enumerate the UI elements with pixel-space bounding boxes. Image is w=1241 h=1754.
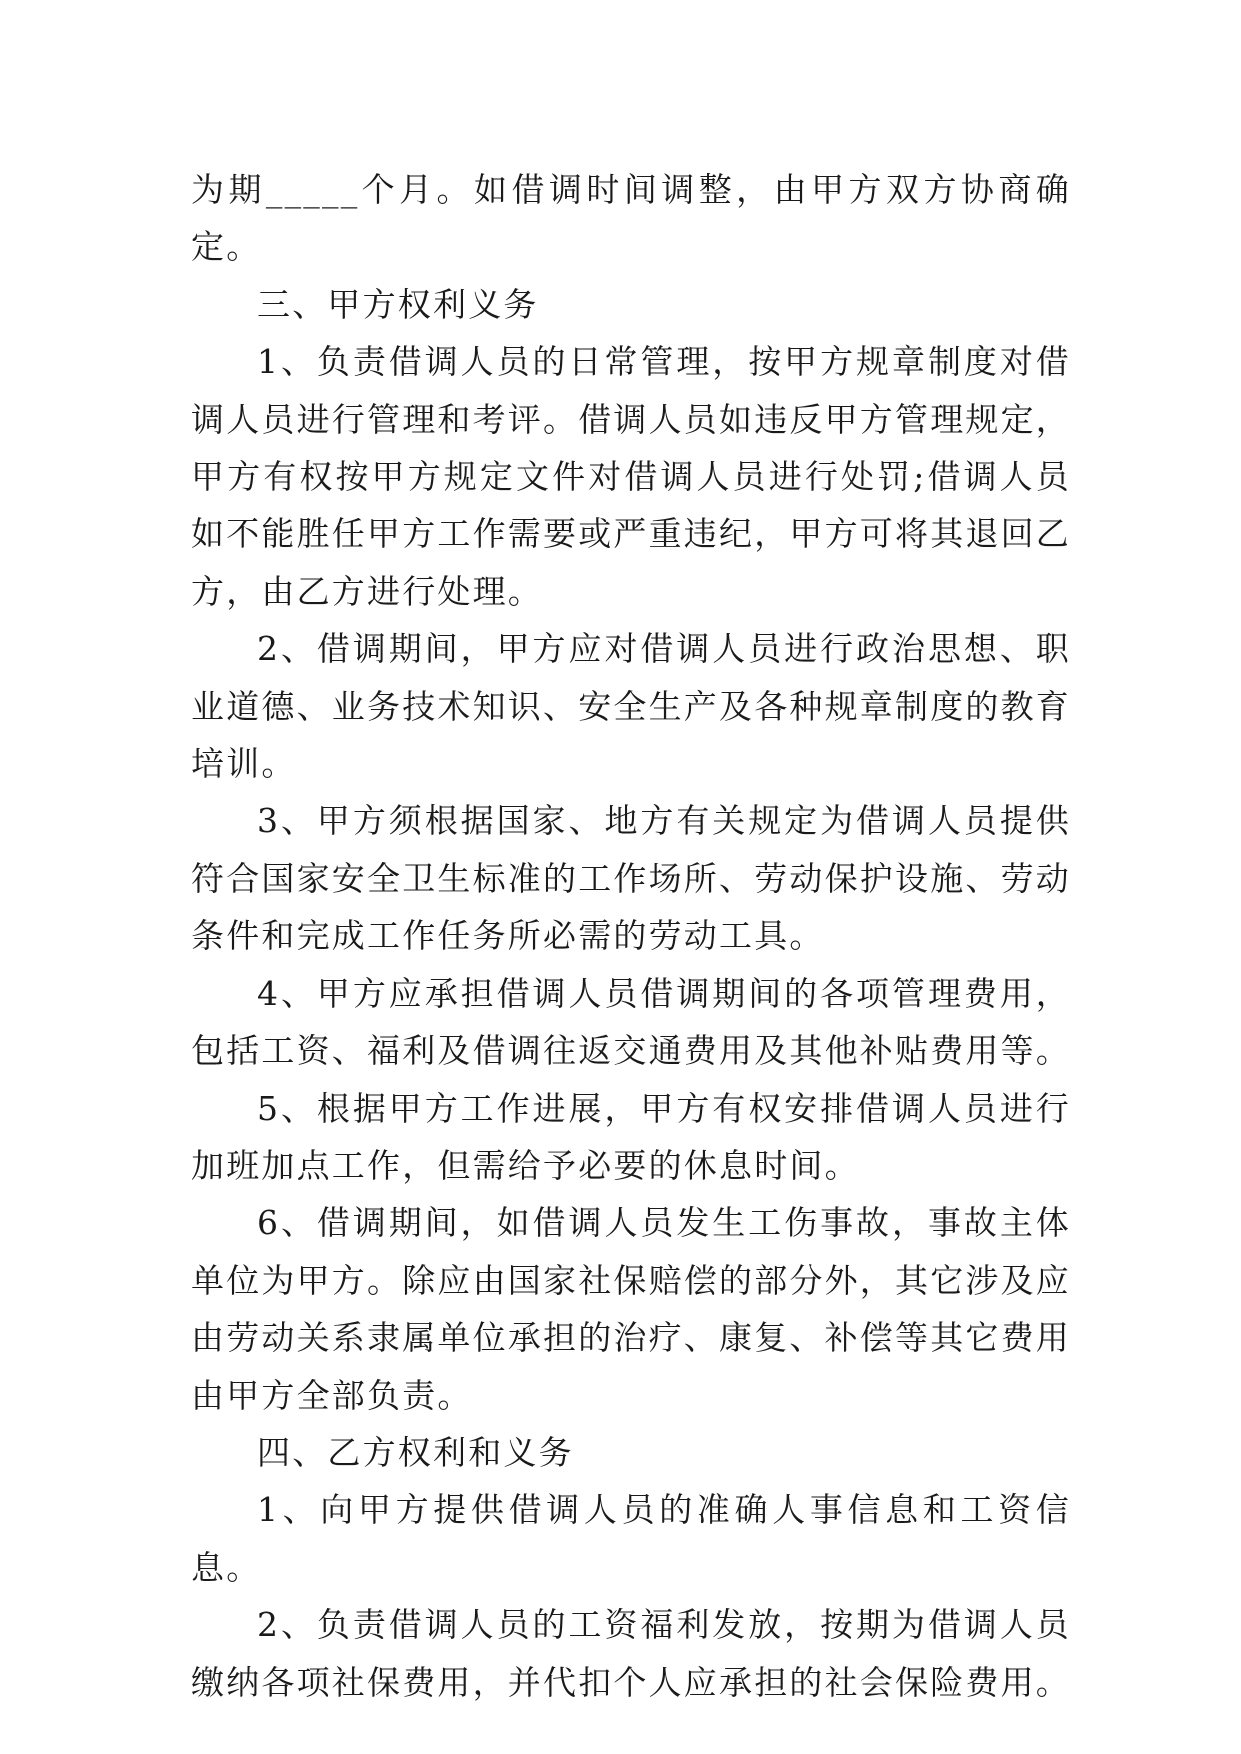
paragraph-a-clause-2: 2、借调期间，甲方应对借调人员进行政治思想、职业道德、业务技术知识、安全生产及各种规章制度的教育培训。 <box>191 629 1071 784</box>
paragraph-a-clause-3: 3、甲方须根据国家、地方有关规定为借调人员提供符合国家安全卫生标准的工作场所、劳动保护设施、劳动条件和完成工作任务所必需的劳动工具。 <box>191 801 1071 956</box>
paragraph-term-duration: 为期_____个月。如借调时间调整，由甲方双方协商确定。 <box>191 170 1071 267</box>
paragraph-a-clause-4: 4、甲方应承担借调人员借调期间的各项管理费用，包括工资、福利及借调往返交通费用及其他补贴费用等。 <box>191 973 1071 1071</box>
section-heading-party-b-rights: 四、乙方权利和义务 <box>257 1432 574 1472</box>
document-body <box>191 161 1071 1711</box>
paragraph-b-clause-1: 1、向甲方提供借调人员的准确人事信息和工资信息。 <box>191 1490 1071 1587</box>
paragraph-a-clause-5: 5、根据甲方工作进展，甲方有权安排借调人员进行加班加点工作，但需给予必要的休息时间。 <box>191 1088 1071 1185</box>
paragraph-a-clause-6: 6、借调期间，如借调人员发生工伤事故，事故主体单位为甲方。除应由国家社保赔偿的部分外，其它涉及应由劳动关系隶属单位承担的治疗、康复、补偿等其它费用由甲方全部负责。 <box>191 1203 1071 1415</box>
paragraph-b-clause-2: 2、负责借调人员的工资福利发放，按期为借调人员缴纳各项社保费用，并代扣个人应承担的社会保险费用。 <box>191 1605 1071 1702</box>
paragraph-a-clause-1: 1、负责借调人员的日常管理，按甲方规章制度对借调人员进行管理和考评。借调人员如违反甲方管理规定，甲方有权按甲方规定文件对借调人员进行处罚;借调人员如不能胜任甲方工作需要或严重违纪，甲方可将其退回乙方，由乙方进行处理。 <box>191 342 1071 611</box>
section-heading-party-a-rights: 三、甲方权利义务 <box>257 284 539 324</box>
